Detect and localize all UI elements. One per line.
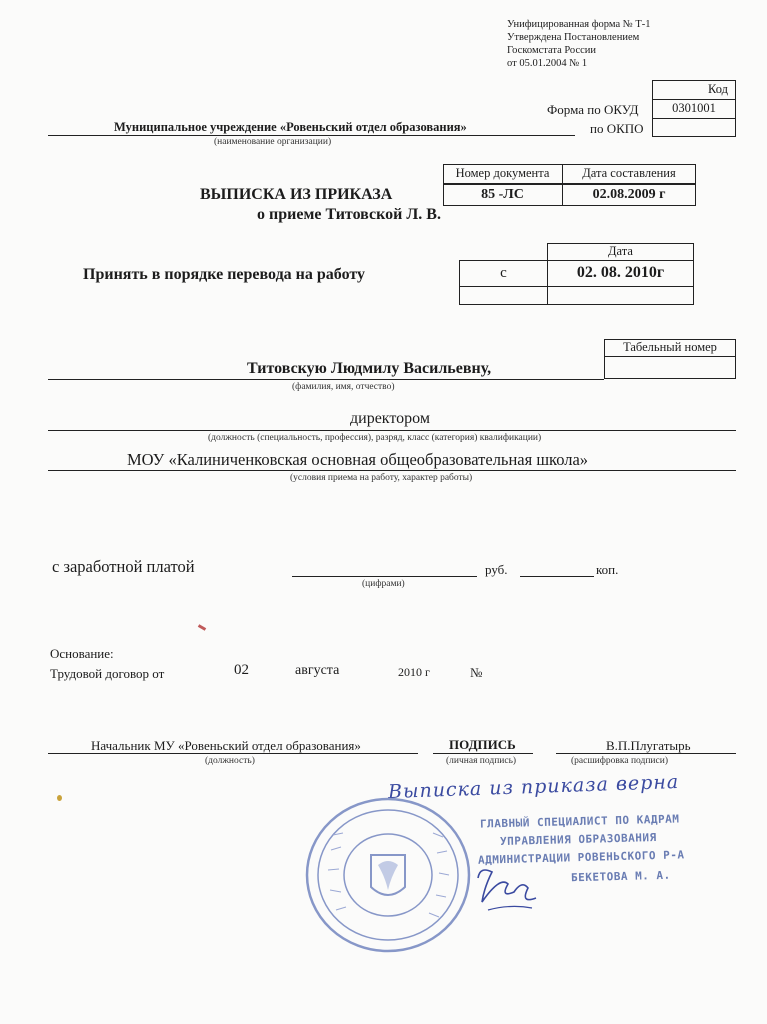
stamp-line: АДМИНИСТРАЦИИ РОВЕНЬСКОГО Р-А	[477, 848, 685, 867]
handwritten-certification: Выписка из приказа верна	[387, 770, 680, 804]
round-seal-icon	[303, 795, 473, 955]
salary-kop-label: коп.	[596, 562, 619, 577]
doc-date-label: Дата составления	[582, 166, 676, 180]
okud-label: Форма по ОКУД	[547, 102, 639, 117]
code-header: Код	[708, 82, 728, 96]
stamp-line: БЕКЕТОВА М. А.	[570, 868, 671, 885]
signatory-position-caption: (должность)	[205, 756, 255, 766]
okpo-value	[652, 118, 736, 137]
stamp-line: УПРАВЛЕНИЯ ОБРАЗОВАНИЯ	[499, 830, 657, 849]
employee-position-caption: (должность (специальность, профессия), разряд, класс (категория) квалификации)	[208, 433, 542, 443]
doc-number-value: 85 -ЛС	[481, 187, 524, 202]
salary-digits-caption: (цифрами)	[362, 579, 405, 589]
employee-position: директором	[350, 410, 430, 427]
handwritten-signature-icon	[470, 858, 550, 918]
signatory-name-caption: (расшифровка подписи)	[571, 756, 668, 766]
organization-caption: (наименование организации)	[214, 137, 332, 147]
form-header-note	[507, 18, 651, 70]
form-header-line: Унифицированная форма № Т-1	[507, 19, 651, 30]
accept-text: Принять в порядке перевода на работу	[83, 266, 366, 283]
doc-number-label: Номер документа	[455, 166, 550, 180]
contract-year: 2010 г	[398, 665, 430, 679]
form-header-line: Госкомстата России	[507, 45, 596, 56]
employee-name: Титовскую Людмилу Васильевну,	[247, 360, 492, 377]
stray-mark	[198, 624, 206, 631]
salary-rub-label: руб.	[485, 562, 508, 577]
signatory-position: Начальник МУ «Ровеньский отдел образования»	[91, 738, 361, 753]
accept-date-header: Дата	[608, 244, 633, 258]
okpo-label: по ОКПО	[590, 121, 644, 136]
document-title: ВЫПИСКА ИЗ ПРИКАЗА	[200, 186, 393, 203]
signatory-name: В.П.Плугатырь	[606, 738, 691, 753]
tab-number-label: Табельный номер	[623, 340, 717, 354]
salary-label: с заработной платой	[52, 557, 195, 576]
organization-name: Муниципальное учреждение «Ровеньский отдел образования»	[114, 120, 467, 134]
accept-from-label: с	[500, 264, 507, 281]
contract-day: 02	[234, 662, 249, 678]
stamp-line: ГЛАВНЫЙ СПЕЦИАЛИСТ ПО КАДРАМ	[479, 812, 680, 831]
document-subtitle: о приеме Титовской Л. В.	[257, 206, 441, 223]
form-header-line: Утверждена Постановлением	[507, 32, 640, 43]
doc-date-value: 02.08.2009 г	[592, 187, 666, 202]
stray-mark	[57, 795, 62, 801]
employment-conditions-caption: (условия приема на работу, характер работы)	[290, 473, 473, 483]
basis-label: Основание:	[50, 646, 114, 661]
okud-value: 0301001	[672, 101, 716, 115]
signature-placeholder: ПОДПИСЬ	[449, 737, 516, 752]
accept-date-value: 02. 08. 2010г	[576, 264, 665, 281]
contract-month: августа	[295, 663, 340, 678]
contract-number-sign: №	[470, 665, 483, 680]
contract-label: Трудовой договор от	[50, 666, 165, 681]
signature-caption: (личная подпись)	[446, 756, 517, 766]
form-header-line: от 05.01.2004 № 1	[507, 58, 588, 69]
employee-name-caption: (фамилия, имя, отчество)	[292, 382, 395, 392]
employment-conditions: МОУ «Калиниченковская основная общеобразовательная школа»	[127, 450, 589, 469]
